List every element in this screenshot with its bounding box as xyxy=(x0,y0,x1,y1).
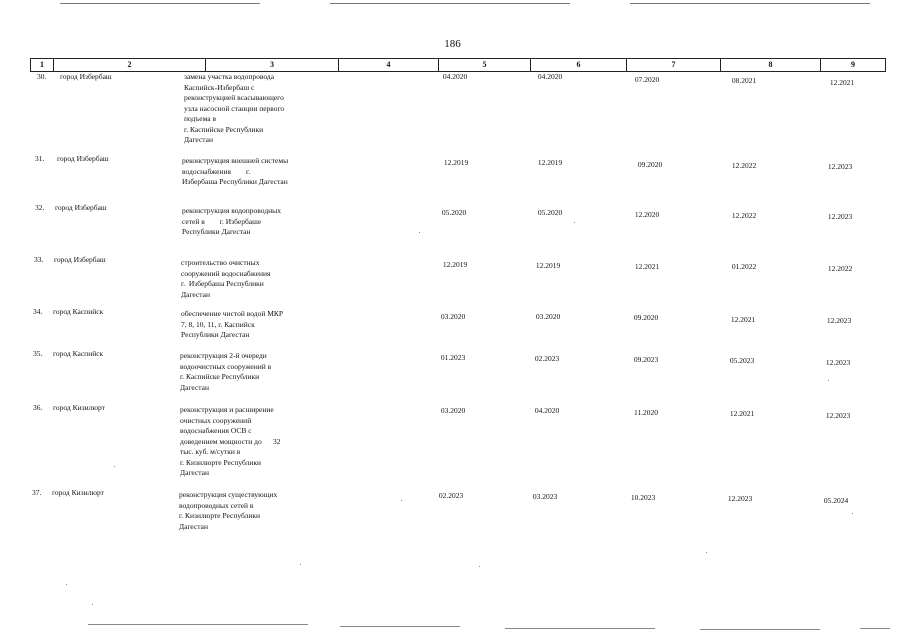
row-col8: 12.2022 xyxy=(731,161,757,170)
row-col7: 09.2020 xyxy=(633,313,659,322)
scan-artifact-line xyxy=(700,629,820,630)
row-description: строительство очистных сооружений водоснабжения г. Избербаша Республики Дагестан xyxy=(181,258,271,299)
scan-speck xyxy=(92,604,93,605)
row-col5: 02.2023 xyxy=(438,491,464,500)
scan-speck xyxy=(574,222,575,223)
scan-artifact-line xyxy=(340,626,460,627)
row-col8: 05.2023 xyxy=(729,356,755,365)
row-col7: 12.2021 xyxy=(634,262,660,271)
scan-speck xyxy=(300,564,301,565)
row-number: 32. xyxy=(35,203,45,212)
row-number: 37. xyxy=(32,488,42,497)
row-description: реконструкция внешней системы водоснабжения г. Избербаша Республики Дагестан xyxy=(182,156,289,186)
row-col8: 12.2023 xyxy=(727,494,753,503)
row-col6: 03.2020 xyxy=(535,312,561,321)
row-col7: 12.2020 xyxy=(634,210,660,219)
row-city: город Избербаш xyxy=(60,72,112,81)
row-col5: 03.2020 xyxy=(440,406,466,415)
row-number: 33. xyxy=(34,255,44,264)
scan-artifact-line xyxy=(88,624,308,625)
row-col5: 01.2023 xyxy=(440,353,466,362)
column-header-5: 5 xyxy=(438,59,530,71)
row-number: 34. xyxy=(33,307,43,316)
row-col9: 12.2023 xyxy=(825,411,851,420)
row-col7: 09.2020 xyxy=(637,160,663,169)
scan-speck xyxy=(706,552,707,553)
row-col6: 02.2023 xyxy=(534,354,560,363)
scan-artifact-line xyxy=(60,3,260,4)
row-col6: 03.2023 xyxy=(532,492,558,501)
row-col6: 04.2020 xyxy=(534,406,560,415)
row-number: 31. xyxy=(35,154,45,163)
row-col5: 05.2020 xyxy=(441,208,467,217)
row-col9: 12.2022 xyxy=(827,264,853,273)
row-col5: 04.2020 xyxy=(442,72,468,81)
row-city: город Кизилюрт xyxy=(53,403,105,412)
column-header-8: 8 xyxy=(720,59,820,71)
row-description: обеспечение чистой водой МКР 7, 8, 10, 11, г. Каспийск Республики Дагестан xyxy=(181,309,284,339)
row-city: город Избербаш xyxy=(55,203,107,212)
row-number: 30. xyxy=(37,72,47,81)
row-col8: 12.2022 xyxy=(731,211,757,220)
row-col9: 12.2021 xyxy=(829,78,855,87)
row-city: город Каспийск xyxy=(53,349,104,358)
column-header-9: 9 xyxy=(820,59,885,71)
row-number: 36. xyxy=(33,403,43,412)
row-col9: 12.2023 xyxy=(827,162,853,171)
page-number: 186 xyxy=(444,38,461,50)
row-col7: 07.2020 xyxy=(634,75,660,84)
column-header-2: 2 xyxy=(53,59,205,71)
scan-speck xyxy=(479,566,480,567)
scan-artifact-line xyxy=(860,628,890,629)
row-col8: 08.2021 xyxy=(731,76,757,85)
row-description: реконструкция существующих водопроводных сетей в г. Кизилюрте Республики Дагестан xyxy=(179,490,278,531)
table-header-row xyxy=(30,58,886,72)
scan-speck xyxy=(66,584,67,585)
row-col9: 12.2023 xyxy=(826,316,852,325)
scan-speck xyxy=(114,466,115,467)
row-number: 35. xyxy=(33,349,43,358)
row-col7: 09.2023 xyxy=(633,355,659,364)
scan-speck xyxy=(828,380,829,381)
row-city: город Избербаш xyxy=(54,255,106,264)
row-col9: 12.2023 xyxy=(827,212,853,221)
row-description: реконструкция 2-й очереди водоочистных сооружений в г. Каспийске Республики Дагестан xyxy=(180,351,272,392)
column-header-4: 4 xyxy=(338,59,438,71)
row-col5: 03.2020 xyxy=(440,312,466,321)
row-col5: 12.2019 xyxy=(443,158,469,167)
scan-artifact-line xyxy=(630,3,870,4)
row-col7: 10.2023 xyxy=(630,493,656,502)
row-col8: 12.2021 xyxy=(730,315,756,324)
scan-speck xyxy=(419,232,420,233)
row-col7: 11.2020 xyxy=(633,408,659,417)
scan-speck xyxy=(401,500,402,501)
row-city: город Избербаш xyxy=(57,154,109,163)
row-description: реконструкция и расширение очистных сооружений водоснабжения ОСВ с доведением мощности до 32 тыс. куб. м/сутки в г. Кизилюрте Республики Дагестан xyxy=(180,405,281,477)
row-col5: 12.2019 xyxy=(442,260,468,269)
row-col9: 12.2023 xyxy=(825,358,851,367)
row-col9: 05.2024 xyxy=(823,496,849,505)
scan-speck xyxy=(852,513,853,514)
row-city: город Каспийск xyxy=(53,307,104,316)
row-description: реконструкция водопроводных сетей в г. Избербаше Республики Дагестан xyxy=(182,206,281,236)
scan-artifact-line xyxy=(505,628,655,629)
row-description: замена участка водопровода Каспийск-Избербаш с реконструкцией всасывающего узла насосной станции первого подъема в г. Каспийске Республики Дагестан xyxy=(184,72,285,144)
row-col8: 01.2022 xyxy=(731,262,757,271)
row-col6: 05.2020 xyxy=(537,208,563,217)
column-header-3: 3 xyxy=(205,59,338,71)
column-header-7: 7 xyxy=(626,59,720,71)
scan-artifact-line xyxy=(330,3,570,4)
row-col6: 12.2019 xyxy=(537,158,563,167)
column-header-1: 1 xyxy=(40,60,44,69)
row-col6: 04.2020 xyxy=(537,72,563,81)
row-col6: 12.2019 xyxy=(535,261,561,270)
row-city: город Кизилюрт xyxy=(52,488,104,497)
row-col8: 12.2021 xyxy=(729,409,755,418)
column-header-6: 6 xyxy=(530,59,626,71)
